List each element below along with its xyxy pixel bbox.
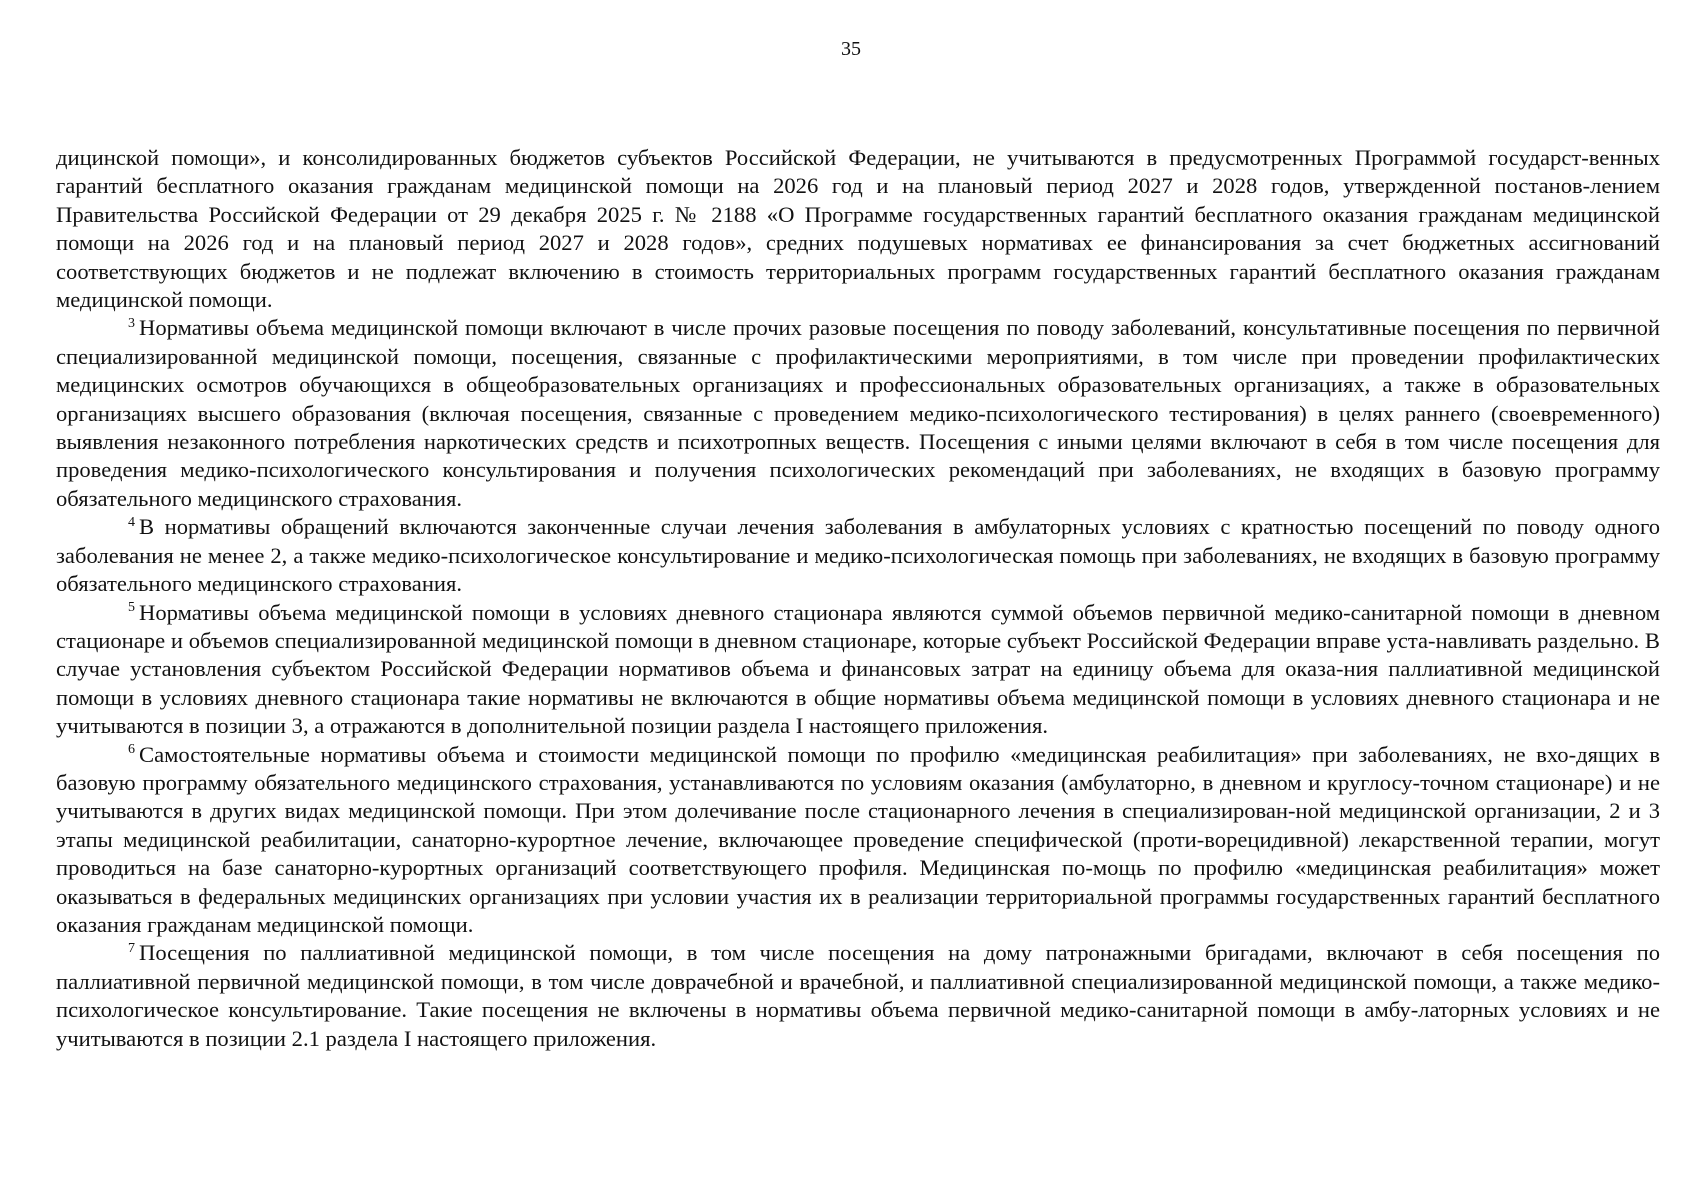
footnote-7: [56, 939, 1660, 1053]
footnote-mark: 4: [128, 514, 135, 530]
footnote-mark: 7: [128, 940, 135, 956]
footnote-mark: 6: [128, 742, 135, 757]
footnote-5: [56, 599, 1660, 741]
page-number: 35: [841, 38, 861, 60]
footnote-text: Посещения по паллиативной медицинской помощи, в том числе посещения на дому патронажными бригадами, включают в себя посещения по паллиативной первичной медицинской помощи, в том числе доврачебной и врачебной, и паллиативной специализированной медицинской помощи, а также медико-психологическое консультирование. Такие посещения не включены в нормативы объема первичной медико-санитарной помощи в амбу-латорных условиях и не учитываются в позиции 2.1 раздела I настоящего приложения.: [56, 940, 1660, 1051]
footnote-3: [56, 314, 1660, 513]
footnote-text: Самостоятельные нормативы объема и стоимости медицинской помощи по профилю «медицинская реабилитация» при заболеваниях, не вхо-дящих в базовую программу обязательного медицинского страхования, устанавливаются по условиям оказания (амбулаторно, в дневном и круглосу-точном стационаре) и не учитываются в других видах медицинской помощи. При этом долечивание после стационарного лечения в специализирован-ной медицинской организации, 2 и 3 этапы медицинской реабилитации, санаторно-курортное лечение, включающее проведение специфической (проти-ворецидивной) лекарственной терапии, могут проводиться на базе санаторно-курортных организаций соответствующего профиля. Медицинская по-мощь по профилю «медицинская реабилитация» может оказываться в федеральных медицинских организациях при условии участия их в реализации территориальной программы государственных гарантий бесплатного оказания гражданам медицинской помощи.: [56, 741, 1660, 937]
footnote-text: В нормативы обращений включаются законченные случаи лечения заболевания в амбулаторных условиях с кратностью посещений по поводу одного заболевания не менее 2, а также медико-психологическое консультирование и медико-психологическая помощь при заболеваниях, не входящих в базовую программу обязательного медицинского страхования.: [56, 514, 1660, 597]
footnote-6: [56, 741, 1660, 940]
document-body: [56, 144, 1660, 1053]
continued-paragraph: дицинской помощи», и консолидированных бюджетов субъектов Российской Федерации, не учитываются в предусмотренных Программой государст-венных гарантий бесплатного оказания гражданам медицинской помощи на 2026 год и на плановый период 2027 и 2028 годов, утвержденной постанов-лением Правительства Российской Федерации от 29 декабря 2025 г. № 2188 «О Программе государственных гарантий бесплатного оказания гражданам медицинской помощи на 2026 год и на плановый период 2027 и 2028 годов», средних подушевых нормативах ее финансирования за счет бюджетных ассигнований соответствующих бюджетов и не подлежат включению в стоимость территориальных программ государственных гарантий бесплатного оказания гражданам медицинской помощи.: [56, 145, 1660, 313]
footnote-mark: 5: [128, 599, 135, 615]
footnote-4: [56, 513, 1660, 598]
footnote-mark: 3: [128, 315, 135, 331]
footnote-text: Нормативы объема медицинской помощи в условиях дневного стационара являются суммой объемов первичной медико-санитарной помощи в дневном стационаре и объемов специализированной медицинской помощи в дневном стационаре, которые субъект Российской Федерации вправе уста-навливать раздельно. В случае установления субъектом Российской Федерации нормативов объема и финансовых затрат на единицу объема для оказа-ния паллиативной медицинской помощи в условиях дневного стационара такие нормативы не включаются в общие нормативы объема медицинской помощи в условиях дневного стационара и не учитываются в позиции 3, а отражаются в дополнительной позиции раздела I настоящего приложения.: [56, 599, 1660, 739]
footnote-text: Нормативы объема медицинской помощи включают в числе прочих разовые посещения по поводу заболеваний, консультативные посещения по первичной специализированной медицинской помощи, посещения, связанные с профилактическими мероприятиями, в том числе при проведении профилактических медицинских осмотров обучающихся в общеобразовательных организациях и профессиональных образовательных организациях, а также в образовательных организациях высшего образования (включая посещения, связанные с проведением медико-психологического тестирования) в целях раннего (своевременного) выявления незаконного потребления наркотических средств и психотропных веществ. Посещения с иными целями включают в себя в том числе посещения для проведения медико-психологического консультирования и получения психологических рекомендаций при заболеваниях, не входящих в базовую программу обязательного медицинского страхования.: [56, 315, 1660, 511]
